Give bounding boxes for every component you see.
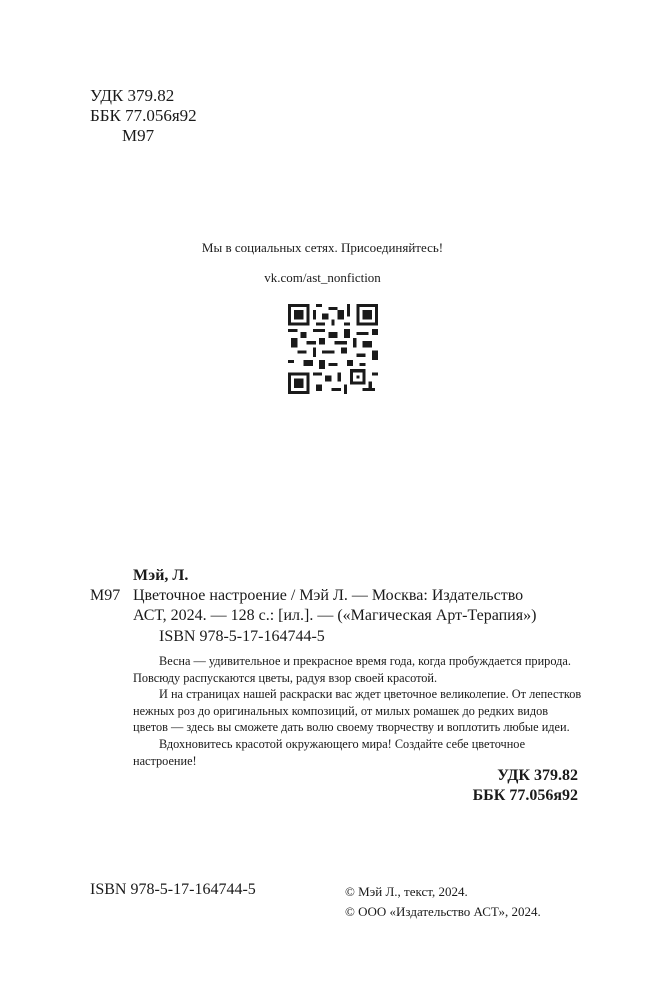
udk-code: УДК 379.82 — [497, 767, 578, 784]
copyright-block — [345, 882, 541, 922]
title-line-2: АСТ, 2024. — 128 с.: [ил.]. — («Магическая Арт-Терапия») — [133, 607, 537, 624]
bibliographic-description — [133, 586, 578, 626]
social-link[interactable]: vk.com/ast_nonfiction — [264, 270, 381, 285]
udk-code: УДК 379.82 — [90, 86, 175, 105]
annotation-paragraph: Вдохновитесь красотой окружающего мира! Создайте себе цветочное настроение! — [133, 736, 526, 768]
copyright-publisher: © ООО «Издательство АСТ», 2024. — [345, 904, 541, 919]
qr-code — [288, 304, 378, 394]
annotation-paragraph: И на страницах нашей раскраски вас ждет цветочное великолепие. От лепестков нежных роз до оригинальных композиций, от милых ромашек до редких видов цветов — здесь вы сможете дать волю своему творчеству и воплотить любые идеи. — [133, 687, 582, 735]
bbk-code: ББК 77.056я92 — [472, 787, 578, 804]
isbn-record: ISBN 978-5-17-164744-5 — [159, 628, 325, 645]
author-heading: Мэй, Л. — [133, 567, 189, 584]
author-mark: М97 — [122, 126, 155, 145]
annotation — [133, 653, 585, 769]
copyright-author: © Мэй Л., текст, 2024. — [345, 884, 468, 899]
classification-codes-bottom — [473, 766, 578, 806]
social-heading: Мы в социальных сетях. Присоединяйтесь! — [201, 240, 444, 255]
classification-codes-top — [90, 86, 197, 146]
annotation-paragraph: Весна — удивительное и прекрасное время года, когда пробуждается природа. Повсюду распускаются цветы, радуя взор своей красотой. — [133, 654, 571, 685]
bbk-code: ББК 77.056я92 — [90, 106, 197, 125]
title-line-1: Цветочное настроение / Мэй Л. — Москва: Издательство — [133, 587, 524, 604]
author-mark-record: М97 — [90, 587, 121, 604]
isbn-footer: ISBN 978-5-17-164744-5 — [90, 881, 256, 898]
